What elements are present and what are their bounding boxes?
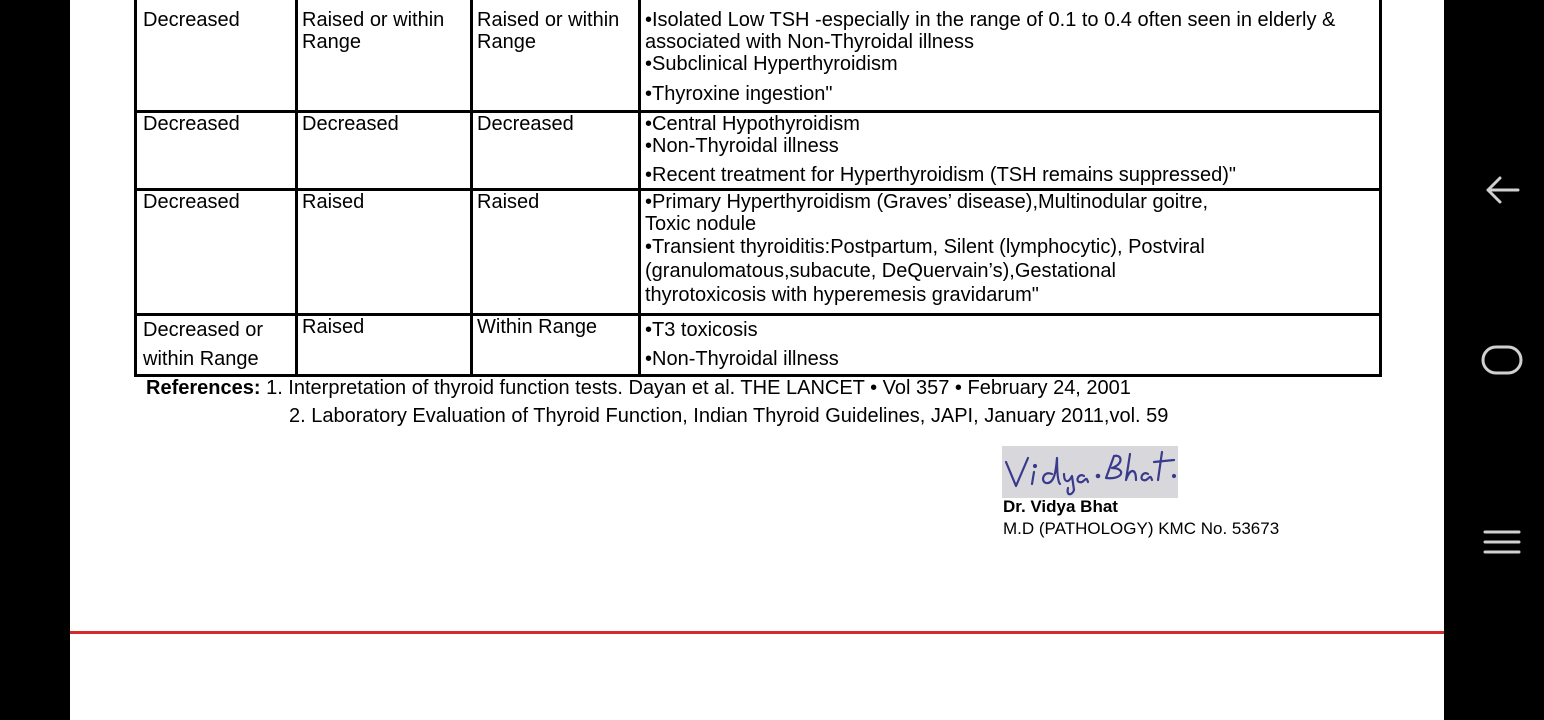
cell-line: (granulomatous,subacute, DeQuervain’s),Gestational	[645, 260, 1116, 282]
cell-line: Decreased	[143, 113, 240, 135]
cell-line: Decreased or	[143, 319, 264, 341]
table-row	[136, 190, 1381, 315]
menu-icon	[1482, 528, 1522, 556]
table-row	[136, 112, 1381, 190]
recent-apps-button[interactable]	[1460, 522, 1544, 562]
doctor-name: Dr. Vidya Bhat	[1003, 497, 1118, 516]
tsh-cell	[136, 0, 297, 112]
navigation-bar	[1460, 0, 1544, 720]
cell-line: Decreased	[143, 9, 240, 31]
t4-cell	[297, 190, 472, 315]
table-row	[136, 0, 1381, 112]
cell-line: Raised	[477, 191, 540, 213]
home-button[interactable]	[1460, 340, 1544, 380]
cell-line: •Subclinical Hyperthyroidism	[645, 53, 898, 75]
cell-line: Raised	[302, 191, 365, 213]
cell-line: •Primary Hyperthyroidism (Graves’ disease),Multinodular goitre,	[645, 191, 1209, 213]
cell-line: Toxic nodule	[645, 213, 757, 235]
back-button[interactable]	[1460, 170, 1544, 210]
cell-line: Raised or within	[477, 9, 620, 31]
thyroid-interpretation-table	[134, 0, 1382, 377]
cell-line: Decreased	[477, 113, 574, 135]
document-page	[70, 0, 1444, 720]
footer-divider	[70, 631, 1444, 634]
cell-line: •Thyroxine ingestion"	[645, 83, 833, 105]
cell-line: •Central Hypothyroidism	[645, 113, 860, 135]
cell-line: •Non-Thyroidal illness	[645, 348, 839, 370]
reference-2: 2. Laboratory Evaluation of Thyroid Function, Indian Thyroid Guidelines, JAPI, January 2011,vol. 59	[289, 405, 1169, 427]
t4-cell	[297, 315, 472, 376]
cell-line: •Non-Thyroidal illness	[645, 135, 839, 157]
table-row	[136, 315, 1381, 376]
t4-cell	[297, 112, 472, 190]
interpretation-cell	[640, 0, 1381, 112]
signature-image	[1002, 446, 1178, 498]
tsh-cell	[136, 112, 297, 190]
cell-line: Decreased	[143, 191, 240, 213]
t3-cell	[472, 315, 640, 376]
cell-line: thyrotoxicosis with hyperemesis gravidarum"	[645, 284, 1039, 306]
t4-cell	[297, 0, 472, 112]
cell-line: •Isolated Low TSH -especially in the range of 0.1 to 0.4 often seen in elderly &	[645, 9, 1336, 31]
back-arrow-icon	[1482, 174, 1522, 206]
cell-line: Range	[302, 31, 361, 53]
cell-line: Raised or within	[302, 9, 445, 31]
t3-cell	[472, 190, 640, 315]
doctor-qualification: M.D (PATHOLOGY) KMC No. 53673	[1003, 519, 1280, 538]
interpretation-cell	[640, 315, 1381, 376]
references	[146, 374, 1168, 430]
cell-line: Raised	[302, 316, 365, 338]
cell-line: Range	[477, 31, 536, 53]
cell-line: Decreased	[302, 113, 399, 135]
cell-line: •Recent treatment for Hyperthyroidism (TSH remains suppressed)"	[645, 164, 1236, 186]
cell-line: •T3 toxicosis	[645, 319, 758, 341]
interpretation-cell	[640, 190, 1381, 315]
home-icon	[1480, 344, 1524, 376]
tsh-cell	[136, 190, 297, 315]
cell-line: within Range	[143, 348, 259, 370]
t3-cell	[472, 112, 640, 190]
cell-line: Within Range	[477, 316, 598, 338]
interpretation-cell	[640, 112, 1381, 190]
t3-cell	[472, 0, 640, 112]
reference-1	[146, 374, 1168, 402]
cell-line: associated with Non-Thyroidal illness	[645, 31, 975, 53]
tsh-cell	[136, 315, 297, 376]
reference-1-text: 1. Interpretation of thyroid function tests. Dayan et al. THE LANCET • Vol 357 • February 24, 2001	[260, 377, 1131, 399]
references-label: References:	[146, 377, 261, 399]
cell-line: •Transient thyroiditis:Postpartum, Silent (lymphocytic), Postviral	[645, 236, 1205, 258]
